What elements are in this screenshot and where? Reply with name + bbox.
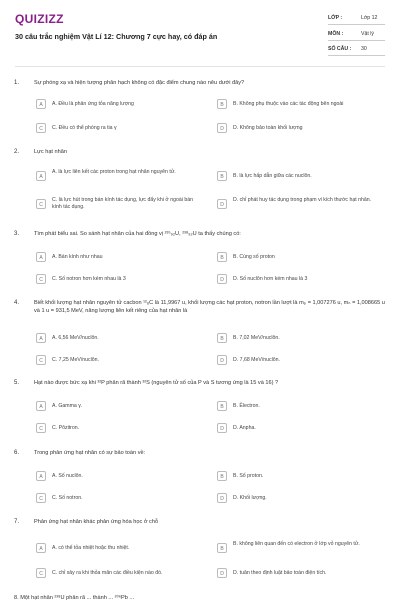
- option-letter-badge: B: [217, 171, 227, 181]
- option-text: D. 7,68 MeV/nuclôn.: [233, 357, 281, 363]
- meta-divider: [328, 55, 385, 56]
- option-letter-badge: D: [217, 274, 227, 284]
- option-letter-badge: B: [217, 333, 227, 343]
- option-text: C. Pôzitron.: [52, 425, 80, 431]
- option-letter-badge: D: [217, 355, 227, 365]
- question-text: Trong phản ứng hạt nhân có sự bảo toàn về:: [34, 450, 146, 456]
- meta-grade-label: LỚP :: [328, 15, 343, 21]
- meta-count-value: 30: [361, 46, 367, 52]
- option-letter-badge: D: [217, 423, 227, 433]
- question-8-partial: [0, 594, 400, 600]
- option-text: D. chỉ phát huy tác dụng trong phạm vi kích thước hạt nhân.: [233, 197, 372, 203]
- option-letter-badge: D: [217, 199, 227, 209]
- option-letter-badge: C: [36, 199, 46, 209]
- option-letter-badge: D: [217, 123, 227, 133]
- question-text: Sự phóng xạ và hiện tượng phân hạch không có đặc điểm chung nào nêu dưới đây?: [34, 80, 245, 86]
- question-number: 6.: [14, 450, 20, 456]
- option-text: D. Số nuclôn hơn kém nhau là 3: [233, 276, 308, 282]
- question-8-text: 8. Một hạt nhân ²³⁸U phân rã ... thành ... ²⁰⁶Pb ...: [14, 595, 135, 600]
- question-number: 7.: [14, 519, 20, 525]
- option-letter-badge: C: [36, 423, 46, 433]
- meta-count-label: SỐ CÂU :: [328, 46, 352, 52]
- option-text: C. 7,25 MeV/nuclôn.: [52, 357, 100, 363]
- option-letter-badge: C: [36, 355, 46, 365]
- option-text: D. Khối lượng.: [233, 495, 267, 501]
- option-letter-badge: A: [36, 171, 46, 181]
- option-letter-badge: A: [36, 401, 46, 411]
- option-text: A. Đều là phản ứng tỏa năng lượng: [52, 101, 134, 107]
- option-text: B. là lực hấp dẫn giữa các nuclôn.: [233, 173, 312, 179]
- question-number: 1.: [14, 80, 20, 86]
- option-text: A. là lực liên kết các proton trong hạt nhân nguyên tử.: [52, 169, 176, 175]
- option-letter-badge: C: [36, 568, 46, 578]
- question-number: 5.: [14, 380, 20, 386]
- option-letter-badge: C: [36, 123, 46, 133]
- question-text: Phản ứng hạt nhân khác phản ứng hóa học ở chỗ: [34, 519, 159, 525]
- option-letter-badge: A: [36, 543, 46, 553]
- quizizz-logo: QUIZIZZ: [15, 12, 64, 26]
- option-text: B. không liên quan đến có electron ở lớp vỏ nguyên tử.: [233, 541, 360, 547]
- header-separator: [15, 66, 385, 67]
- option-text: D. tuân theo định luật bảo toàn điện tích.: [233, 570, 327, 576]
- option-text: C. là lực hút trong bán kính tác dụng, lực đẩy khi ở ngoài bán kính tác dụng.: [52, 197, 193, 210]
- meta-divider: [328, 24, 385, 25]
- option-letter-badge: A: [36, 99, 46, 109]
- option-text: C. chỉ xảy ra khi thỏa mãn các điều kiện nào đó.: [52, 570, 163, 576]
- option-text: A. có thể tỏa nhiệt hoặc thu nhiệt.: [52, 545, 130, 551]
- option-text: B. Số proton.: [233, 473, 264, 479]
- option-text: A. Số nuclôn.: [52, 473, 83, 479]
- option-text: C. Số notron hơn kém nhau là 3: [52, 276, 126, 282]
- worksheet-header: [0, 0, 400, 64]
- question-text: Hạt nào được bức xạ khi ³²P phân rã thành ³²S (nguyên tử số của P và S tương ứng là 15 và 16) ?: [34, 380, 279, 386]
- worksheet-title: 30 câu trắc nghiệm Vật Lí 12: Chương 7 cực hay, có đáp án: [15, 32, 218, 41]
- question-number: 4.: [14, 300, 20, 306]
- meta-subject-label: MÔN :: [328, 31, 344, 37]
- option-letter-badge: A: [36, 471, 46, 481]
- option-text: A. Bán kính như nhau: [52, 254, 103, 260]
- option-text: B. 7,02 MeV/nuclôn.: [233, 335, 280, 341]
- option-text: A. Gamma γ.: [52, 403, 83, 409]
- question-number: 3.: [14, 231, 20, 237]
- option-letter-badge: B: [217, 543, 227, 553]
- question-number: 2.: [14, 149, 20, 155]
- option-letter-badge: B: [217, 471, 227, 481]
- meta-divider: [328, 40, 385, 41]
- question-text: Lực hạt nhân: [34, 149, 67, 155]
- meta-grade-value: Lớp 12: [361, 15, 378, 21]
- question-text: Biết khối lượng hạt nhân nguyên tử cacbon ¹²₆C là 11,9967 u, khối lượng các hạt proton, notron lần lượt là mₚ = 1,007276 u, mₙ = 1,008665 u và 1 u = 931,5 MeV, năng lượng liên kết riêng của hạt nhân là: [34, 300, 385, 314]
- option-letter-badge: C: [36, 274, 46, 284]
- option-text: B. Êlectron.: [233, 403, 260, 409]
- option-text: A. 6,56 MeV/nuclôn.: [52, 335, 99, 341]
- option-letter-badge: B: [217, 252, 227, 262]
- meta-subject-value: Vật lý: [361, 31, 374, 37]
- option-letter-badge: B: [217, 99, 227, 109]
- option-letter-badge: B: [217, 401, 227, 411]
- option-text: D. Anpha.: [233, 425, 256, 431]
- option-letter-badge: D: [217, 493, 227, 503]
- option-text: B. Cùng số proton: [233, 254, 275, 260]
- option-text: C. Đều có thể phóng ra tia γ: [52, 125, 117, 131]
- question-text: Tìm phát biểu sai. So sánh hạt nhân của hai đồng vị ²³⁵₉₂U, ²³⁸₉₂U ta thấy chúng có:: [34, 231, 241, 237]
- option-letter-badge: A: [36, 333, 46, 343]
- option-text: D. Không bảo toàn khối lượng: [233, 125, 303, 131]
- option-letter-badge: D: [217, 568, 227, 578]
- option-letter-badge: C: [36, 493, 46, 503]
- option-letter-badge: A: [36, 252, 46, 262]
- option-text: C. Số notron.: [52, 495, 83, 501]
- option-text: B. Không phụ thuộc vào các tác động bên ngoài: [233, 101, 344, 107]
